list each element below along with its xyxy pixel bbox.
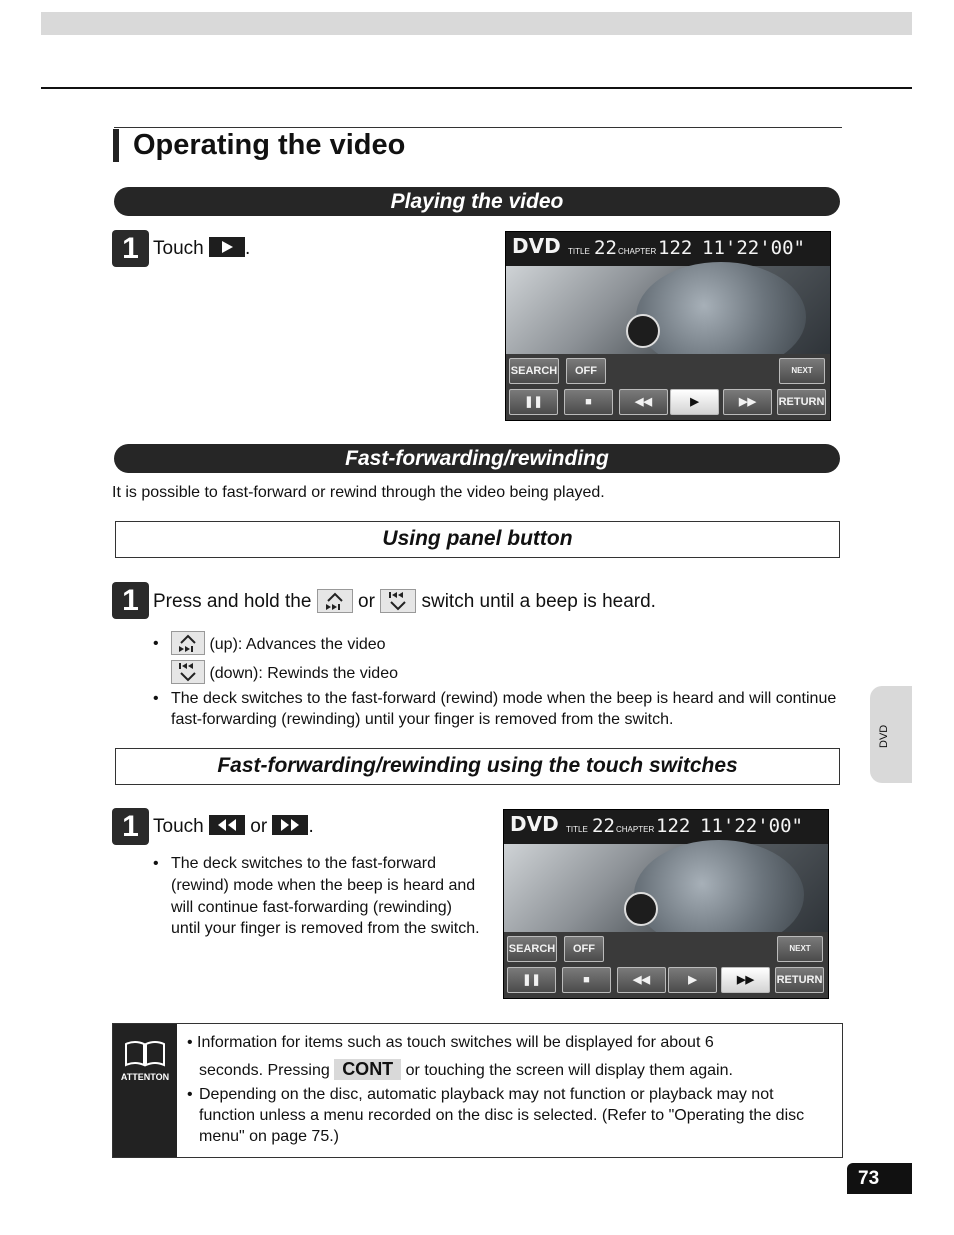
bullet-down-text: (down): Rewinds the video [209, 665, 398, 682]
book-icon [124, 1040, 166, 1068]
rewind-icon [209, 815, 245, 835]
side-tab-label: DVD [878, 724, 890, 748]
title-number: 22 [594, 237, 617, 259]
fast-forward-icon: ▶▶ [737, 974, 754, 986]
off-button[interactable]: OFF [564, 936, 604, 962]
fast-forward-icon [272, 815, 308, 835]
chapter-label: CHAPTER [618, 247, 657, 256]
attention-note [112, 1023, 843, 1158]
fast-forward-button[interactable] [721, 967, 770, 993]
step-suffix: . [308, 816, 314, 837]
play-icon: ▶ [690, 396, 699, 408]
control-bar [506, 354, 830, 420]
stop-icon: ■ [583, 974, 590, 986]
bullet-up [171, 631, 386, 655]
bullet-dot: • [153, 690, 159, 707]
stop-icon: ■ [585, 396, 592, 408]
ffrw-intro: It is possible to fast-forward or rewind through the video being played. [112, 484, 605, 501]
header-bar [41, 12, 912, 35]
rewind-button[interactable] [617, 967, 666, 993]
control-bar [504, 932, 828, 998]
pause-button[interactable] [509, 389, 558, 415]
seek-up-switch-icon [171, 631, 205, 655]
chapter-number: 122 [656, 815, 691, 837]
section-header-playing: Playing the video [114, 187, 840, 216]
cont-button-label: CONT [334, 1059, 401, 1080]
note-bullet-1a-text: Information for items such as touch switches will be displayed for about 6 [197, 1034, 714, 1051]
dvd-logo: DVD [512, 234, 561, 258]
step-text-play [153, 237, 250, 261]
play-button[interactable] [670, 389, 719, 415]
subheader-panel-button: Using panel button [115, 521, 840, 558]
pause-button[interactable] [507, 967, 556, 993]
header-rule [41, 87, 912, 89]
step-number: 1 [112, 230, 149, 267]
step-suffix: . [244, 238, 251, 259]
pause-icon: ❚❚ [524, 396, 543, 408]
rewind-button[interactable] [619, 389, 668, 415]
side-tab-dvd [870, 686, 912, 783]
play-button[interactable] [668, 967, 717, 993]
fast-forward-button[interactable] [723, 389, 772, 415]
bullet-touch: The deck switches to the fast-forward (rewind) mode when the beep is heard and will continue fast-forwarding (rewinding) until your finger is removed from the switch. [171, 855, 480, 938]
next-button[interactable]: NEXT [779, 358, 825, 384]
step-number: 1 [112, 582, 149, 619]
time-readout: 11'22'00" [700, 815, 803, 837]
stop-button[interactable] [564, 389, 613, 415]
step-or: or [250, 816, 268, 837]
dvd-screen-header [506, 232, 830, 266]
video-frame [504, 844, 828, 932]
time-readout: 11'22'00" [702, 237, 805, 259]
note-bullet-1a: • Information for items such as touch switches will be displayed for about 6 [187, 1034, 714, 1051]
play-icon [209, 237, 245, 257]
step-text-b: switch until a beep is heard. [421, 591, 656, 612]
chapter-label: CHAPTER [616, 825, 655, 834]
bullet-up-text: (up): Advances the video [209, 636, 386, 653]
dvd-logo: DVD [510, 812, 559, 836]
bullet-down [171, 660, 398, 684]
title-label: TITLE [568, 247, 590, 256]
airplane-image [626, 314, 660, 348]
page-number: 73 [847, 1163, 912, 1194]
title-marker [113, 129, 119, 162]
step-text-panel [153, 589, 656, 614]
bullet-deck-switch: The deck switches to the fast-forward (rewind) mode when the beep is heard and will continue fast-forwarding (rewinding) until your finger is removed from the switch. [171, 690, 837, 728]
step-or: or [358, 591, 375, 612]
attention-sidebar [113, 1024, 177, 1157]
return-button[interactable]: RETURN [775, 967, 824, 993]
page-title: Operating the video [133, 129, 406, 161]
step-prefix: Touch [153, 238, 204, 259]
seek-up-switch-icon [317, 589, 353, 613]
title-label: TITLE [566, 825, 588, 834]
note-bullet-1b [199, 1059, 733, 1081]
fast-forward-icon: ▶▶ [739, 396, 756, 408]
bullet-dot: • [153, 855, 159, 872]
seek-down-switch-icon [171, 660, 205, 684]
title-number: 22 [592, 815, 615, 837]
dvd-screen-play [505, 231, 831, 421]
note-text: or touching the screen will display them again. [405, 1062, 733, 1079]
step-number: 1 [112, 808, 149, 845]
note-bullet-2-text: Depending on the disc, automatic playback may not function or playback may not function unless a menu recorded on the disc is selected. (Refer to "Operating the disc menu" on page 75.) [199, 1086, 805, 1145]
bullet-dot: • [153, 635, 159, 652]
next-button[interactable]: NEXT [777, 936, 823, 962]
section-header-ffrw: Fast-forwarding/rewinding [114, 444, 840, 473]
off-button[interactable]: OFF [566, 358, 606, 384]
rewind-icon: ◀◀ [635, 396, 652, 408]
seek-down-switch-icon [380, 589, 416, 613]
step-text-touch [153, 815, 314, 839]
attention-label: ATTENTON [120, 1072, 170, 1082]
subheader-touch-switches: Fast-forwarding/rewinding using the touch switches [115, 748, 840, 785]
bullet-dot: • [187, 1086, 193, 1103]
airplane-image [624, 892, 658, 926]
pause-icon: ❚❚ [522, 974, 541, 986]
search-button[interactable]: SEARCH [507, 936, 557, 962]
dvd-screen-header [504, 810, 828, 844]
rewind-icon: ◀◀ [633, 974, 650, 986]
step-text-a: Press and hold the [153, 591, 312, 612]
play-icon: ▶ [688, 974, 697, 986]
chapter-number: 122 [658, 237, 693, 259]
note-bullet-2 [187, 1084, 832, 1147]
dvd-screen-ffrw [503, 809, 829, 999]
search-button[interactable]: SEARCH [509, 358, 559, 384]
video-frame [506, 266, 830, 354]
note-text: seconds. Pressing [199, 1062, 330, 1079]
return-button[interactable]: RETURN [777, 389, 826, 415]
stop-button[interactable] [562, 967, 611, 993]
step-prefix: Touch [153, 816, 204, 837]
